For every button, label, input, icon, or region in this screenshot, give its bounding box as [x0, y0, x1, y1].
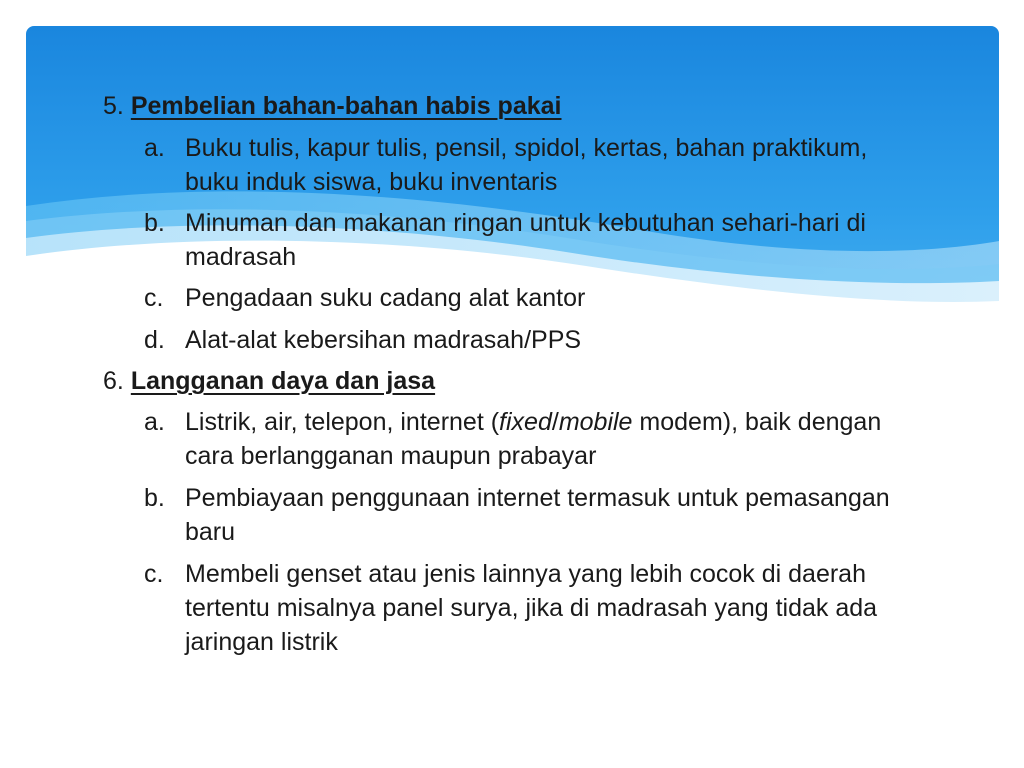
list-item: [144, 405, 924, 473]
section-number: 5.: [103, 92, 124, 120]
list-marker: a.: [144, 134, 165, 162]
text-segment: /: [551, 408, 559, 436]
list-item: [144, 323, 924, 357]
text-segment: modem), baik dengan cara berlangganan maupun prabayar: [185, 408, 882, 470]
list-marker: d.: [144, 326, 165, 354]
italic-text: fixed: [499, 408, 552, 436]
list-item-text: Buku tulis, kapur tulis, pensil, spidol, kertas, bahan praktikum, buku induk siswa, buku inventaris: [185, 134, 868, 196]
list-item: [144, 131, 924, 199]
list-marker: a.: [144, 408, 165, 436]
section-heading: Pembelian bahan-bahan habis pakai: [130, 92, 562, 120]
section-heading: Langganan daya dan jasa: [130, 367, 436, 395]
list-item: [144, 481, 924, 549]
list-item-text: Membeli genset atau jenis lainnya yang lebih cocok di daerah tertentu misalnya panel surya, jika di madrasah yang tidak ada jaringan listrik: [185, 560, 878, 656]
list-item-text: Alat-alat kebersihan madrasah/PPS: [185, 326, 582, 354]
list-item-text: Pembiayaan penggunaan internet termasuk untuk pemasangan baru: [185, 484, 890, 546]
text-segment: Listrik, air, telepon, internet (: [185, 408, 500, 436]
list-marker: b.: [144, 209, 165, 237]
list-item-text: Pengadaan suku cadang alat kantor: [185, 284, 586, 312]
section-title-5: [103, 89, 562, 123]
section-title-6: [103, 364, 435, 398]
list-marker: b.: [144, 484, 165, 512]
section-number: 6.: [103, 367, 124, 395]
list-marker: c.: [144, 284, 164, 312]
italic-text: mobile: [558, 408, 633, 436]
list-item: [144, 206, 924, 274]
list-item: [144, 281, 924, 315]
list-marker: c.: [144, 560, 164, 588]
list-item-text: Minuman dan makanan ringan untuk kebutuhan sehari-hari di madrasah: [185, 209, 866, 271]
list-item: [144, 557, 924, 659]
list-item-text: [185, 405, 924, 473]
